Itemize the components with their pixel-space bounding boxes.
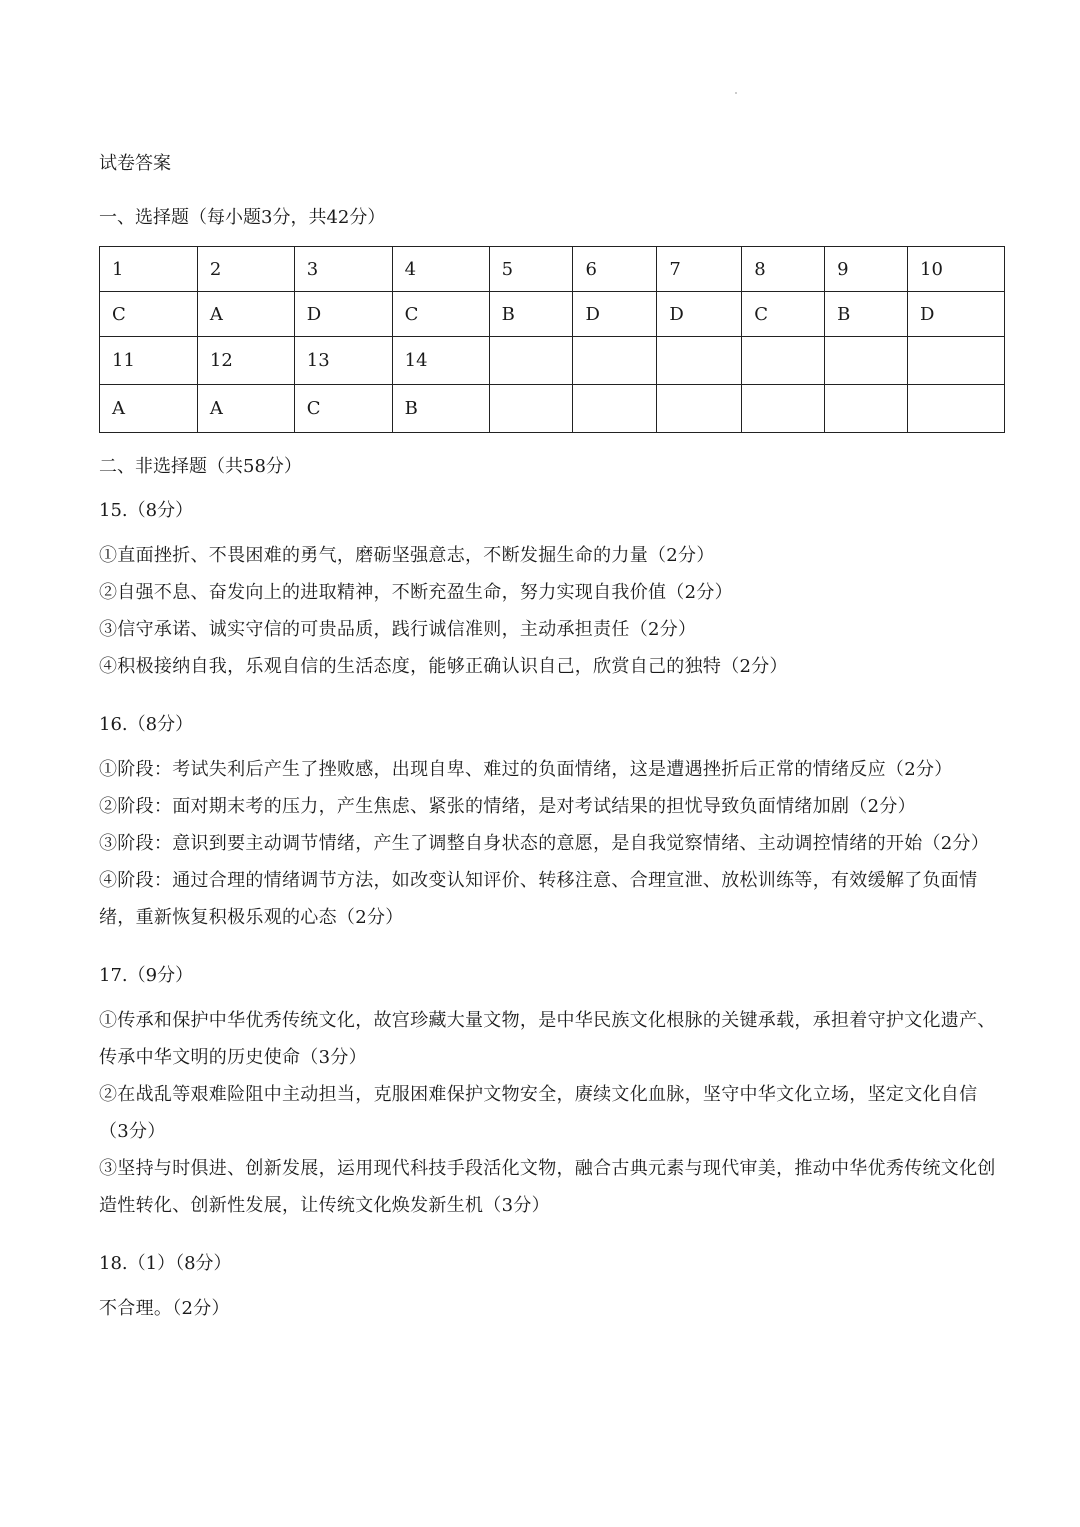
answer-point: ①传承和保护中华优秀传统文化，故宫珍藏大量文物，是中华民族文化根脉的关键承载，承担着守护文化遗产、传承中华文明的历史使命（3分） <box>99 1010 996 1068</box>
table-cell <box>742 337 825 385</box>
table-cell <box>657 337 742 385</box>
table-row <box>100 292 1005 337</box>
table-row <box>100 385 1005 433</box>
table-cell: 5 <box>489 247 573 292</box>
table-cell <box>908 337 1005 385</box>
table-cell: C <box>392 292 489 337</box>
table-cell <box>908 385 1005 433</box>
table-cell: A <box>197 385 294 433</box>
table-cell: 10 <box>908 247 1005 292</box>
question-15 <box>99 497 999 685</box>
table-row <box>100 337 1005 385</box>
answer-point: ②自强不息、奋发向上的进取精神，不断充盈生命，努力实现自我价值（2分） <box>99 582 733 603</box>
table-cell: 4 <box>392 247 489 292</box>
table-cell <box>489 337 573 385</box>
table-cell: A <box>197 292 294 337</box>
answer-point: ③坚持与时俱进、创新发展，运用现代科技手段活化文物，融合古典元素与现代审美，推动中华优秀传统文化创造性转化、创新性发展，让传统文化焕发新生机（3分） <box>99 1158 996 1216</box>
table-cell <box>573 385 657 433</box>
page-title: 试卷答案 <box>99 153 171 174</box>
answer-point: ①阶段：考试失利后产生了挫败感，出现自卑、难过的负面情绪，这是遭遇挫折后正常的情绪反应（2分） <box>99 759 953 780</box>
table-cell: B <box>392 385 489 433</box>
question-18 <box>99 1250 999 1327</box>
section1-heading: 一、选择题（每小题3分，共42分） <box>99 207 386 228</box>
table-cell: 1 <box>100 247 198 292</box>
question-16 <box>99 711 999 936</box>
table-cell <box>825 385 908 433</box>
section2-heading: 二、非选择题（共58分） <box>99 456 302 477</box>
question-label: 15.（8分） <box>99 500 194 521</box>
scan-speck <box>735 92 737 94</box>
answer-table <box>99 246 1005 433</box>
question-17 <box>99 962 999 1224</box>
answer-point: ④积极接纳自我，乐观自信的生活态度，能够正确认识自己，欣赏自己的独特（2分） <box>99 656 788 677</box>
table-cell: B <box>489 292 573 337</box>
answer-point: ③信守承诺、诚实守信的可贵品质，践行诚信准则，主动承担责任（2分） <box>99 619 697 640</box>
table-cell: 2 <box>197 247 294 292</box>
answer-point: 不合理。（2分） <box>99 1298 230 1319</box>
table-cell: D <box>294 292 392 337</box>
answer-sheet <box>99 150 999 1347</box>
table-cell: 8 <box>742 247 825 292</box>
answer-point: ②阶段：面对期末考的压力，产生焦虑、紧张的情绪，是对考试结果的担忧导致负面情绪加剧（2分） <box>99 796 916 817</box>
answer-point: ①直面挫折、不畏困难的勇气，磨砺坚强意志，不断发掘生命的力量（2分） <box>99 545 715 566</box>
table-cell <box>657 385 742 433</box>
table-cell: 9 <box>825 247 908 292</box>
answer-point: ③阶段：意识到要主动调节情绪，产生了调整自身状态的意愿，是自我觉察情绪、主动调控情绪的开始（2分） <box>99 833 990 854</box>
answer-point: ④阶段：通过合理的情绪调节方法，如改变认知评价、转移注意、合理宣泄、放松训练等，有效缓解了负面情绪，重新恢复积极乐观的心态（2分） <box>99 870 978 928</box>
question-label: 18.（1）（8分） <box>99 1253 232 1274</box>
table-cell: 12 <box>197 337 294 385</box>
table-cell: 11 <box>100 337 198 385</box>
table-cell <box>742 385 825 433</box>
table-cell: D <box>657 292 742 337</box>
table-cell: D <box>908 292 1005 337</box>
answer-point: ②在战乱等艰难险阻中主动担当，克服困难保护文物安全，赓续文化血脉，坚守中华文化立场，坚定文化自信（3分） <box>99 1084 978 1142</box>
table-cell: 3 <box>294 247 392 292</box>
table-cell <box>489 385 573 433</box>
table-cell <box>573 337 657 385</box>
table-cell <box>825 337 908 385</box>
table-cell: B <box>825 292 908 337</box>
question-label: 17.（9分） <box>99 965 194 986</box>
table-cell: 13 <box>294 337 392 385</box>
table-cell: C <box>100 292 198 337</box>
table-cell: D <box>573 292 657 337</box>
table-cell: A <box>100 385 198 433</box>
table-row <box>100 247 1005 292</box>
table-cell: C <box>294 385 392 433</box>
question-label: 16.（8分） <box>99 714 194 735</box>
table-cell: 7 <box>657 247 742 292</box>
table-cell: C <box>742 292 825 337</box>
table-cell: 14 <box>392 337 489 385</box>
table-cell: 6 <box>573 247 657 292</box>
